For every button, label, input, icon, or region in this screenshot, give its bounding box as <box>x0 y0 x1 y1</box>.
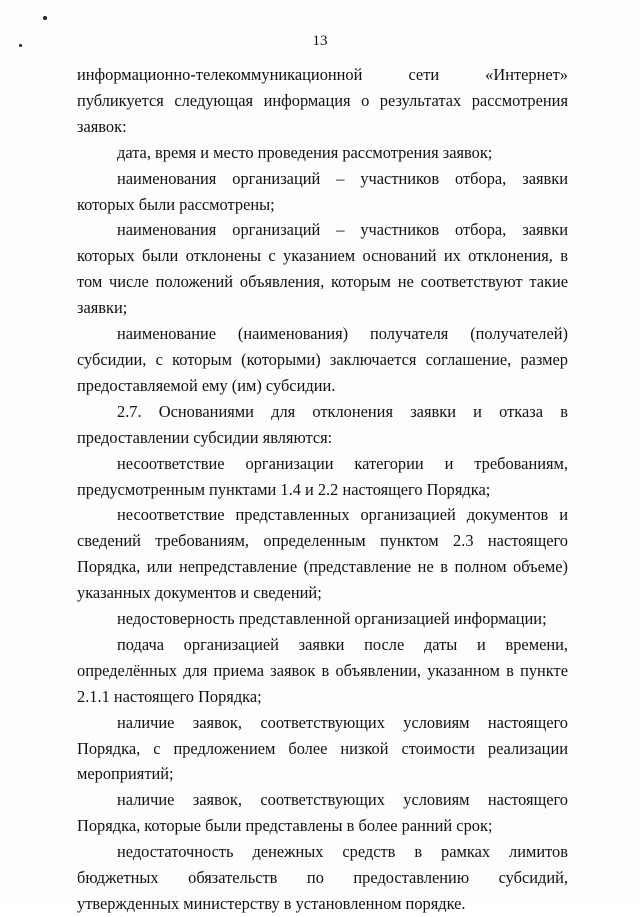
page-number: 13 <box>312 33 328 49</box>
paragraph: наличие заявок, соответствующих условиям настоящего Порядка, с предложением более низкой стоимости реализации мероприятий; <box>77 712 568 784</box>
document-body <box>77 62 568 917</box>
paragraph: наименования организаций – участников отбора, заявки которых были отклонены с указанием оснований их отклонения, в том числе положений объявления, которым не соответствуют такие заявки; <box>77 220 568 318</box>
paragraph: дата, время и место проведения рассмотрения заявок; <box>117 142 493 162</box>
paragraph: наименования организаций – участников отбора, заявки которых были рассмотрены; <box>77 168 568 214</box>
paragraph: наличие заявок, соответствующих условиям настоящего Порядка, которые были представлены в более ранний срок; <box>77 790 568 836</box>
paragraph: информационно-телекоммуникационной сети «Интернет» публикуется следующая информация о результатах рассмотрения заявок: <box>77 65 568 136</box>
paragraph: подача организацией заявки после даты и времени, определённых для приема заявок в объявлении, указанном в пункте 2.1.1 настоящего Порядка; <box>77 634 568 706</box>
scan-speck <box>43 16 47 20</box>
section-heading-paragraph: 2.7. Основаниями для отклонения заявки и отказа в предоставлении субсидии являются: <box>77 401 568 447</box>
paragraph: недостаточность денежных средств в рамках лимитов бюджетных обязательств по предоставлению субсидий, утвержденных министерству в установленном порядке. <box>77 842 568 913</box>
paragraph: несоответствие организации категории и требованиям, предусмотренным пунктами 1.4 и 2.2 настоящего Порядка; <box>77 453 568 499</box>
paragraph: несоответствие представленных организацией документов и сведений требованиям, определенным пунктом 2.3 настоящего Порядка, или непредставление (представление не в полном объеме) указанных документов и сведений; <box>77 505 568 603</box>
paragraph: наименование (наименования) получателя (получателей) субсидии, с которым (которыми) заключается соглашение, размер предоставляемой ему (им) субсидии. <box>77 324 568 395</box>
paragraph: недостоверность представленной организацией информации; <box>117 609 547 629</box>
